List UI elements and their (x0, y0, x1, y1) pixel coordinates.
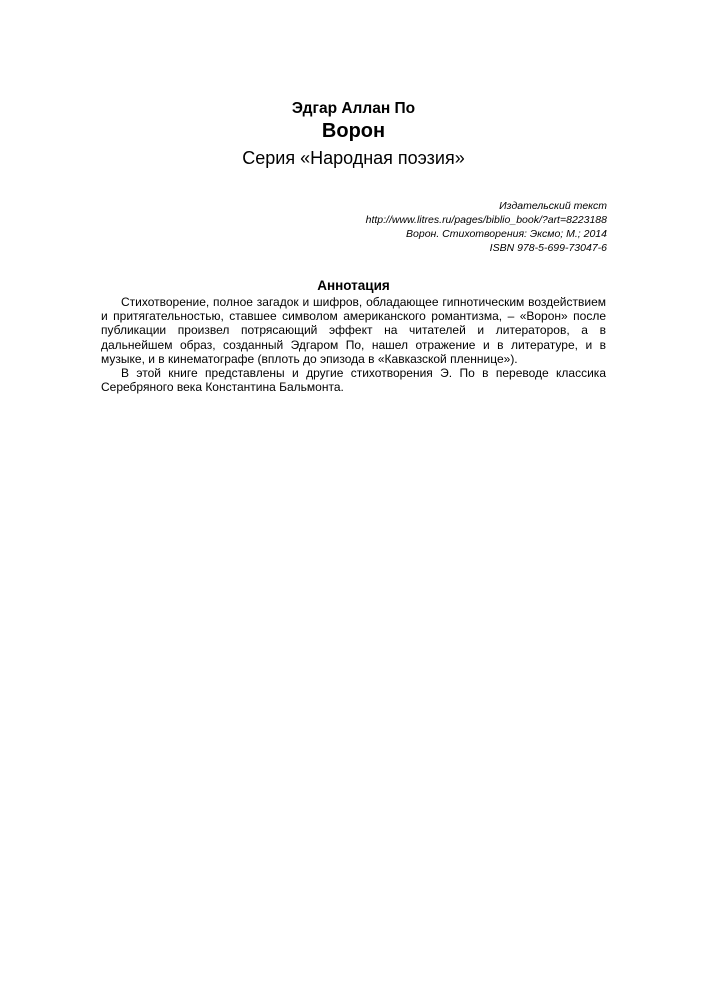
author-name: Эдгар Аллан По (291, 100, 416, 117)
publisher-label: Издательский текст (499, 200, 607, 212)
annotation-heading: Аннотация (317, 278, 390, 293)
isbn: ISBN 978-5-699-73047-6 (489, 242, 607, 254)
publisher-info (366, 199, 607, 255)
book-title: Ворон (321, 120, 386, 142)
edition-info: Ворон. Стихотворения: Эксмо; М.; 2014 (406, 228, 607, 240)
title-block (0, 99, 707, 170)
annotation-section (101, 277, 606, 394)
source-url: http://www.litres.ru/pages/biblio_book/?art=8223188 (365, 214, 607, 226)
annotation-paragraph: В этой книге представлены и другие стихотворения Э. По в переводе классика Серебряного века Константина Бальмонта. (101, 366, 606, 395)
annotation-text (101, 295, 606, 394)
annotation-paragraph: Стихотворение, полное загадок и шифров, обладающее гипнотическим воздействием и притягательностью, ставшее символом американского романтизма, – «Ворон» после публикации произвел потрясающий эффект на читателей и литераторов, а в дальнейшем образ, созданный Эдгаром По, нашел отражение и в литературе, и в музыке, и в кинематографе (вплоть до эпизода в «Кавказской пленнице»). (101, 295, 606, 366)
series-name: Серия «Народная поэзия» (242, 148, 465, 168)
